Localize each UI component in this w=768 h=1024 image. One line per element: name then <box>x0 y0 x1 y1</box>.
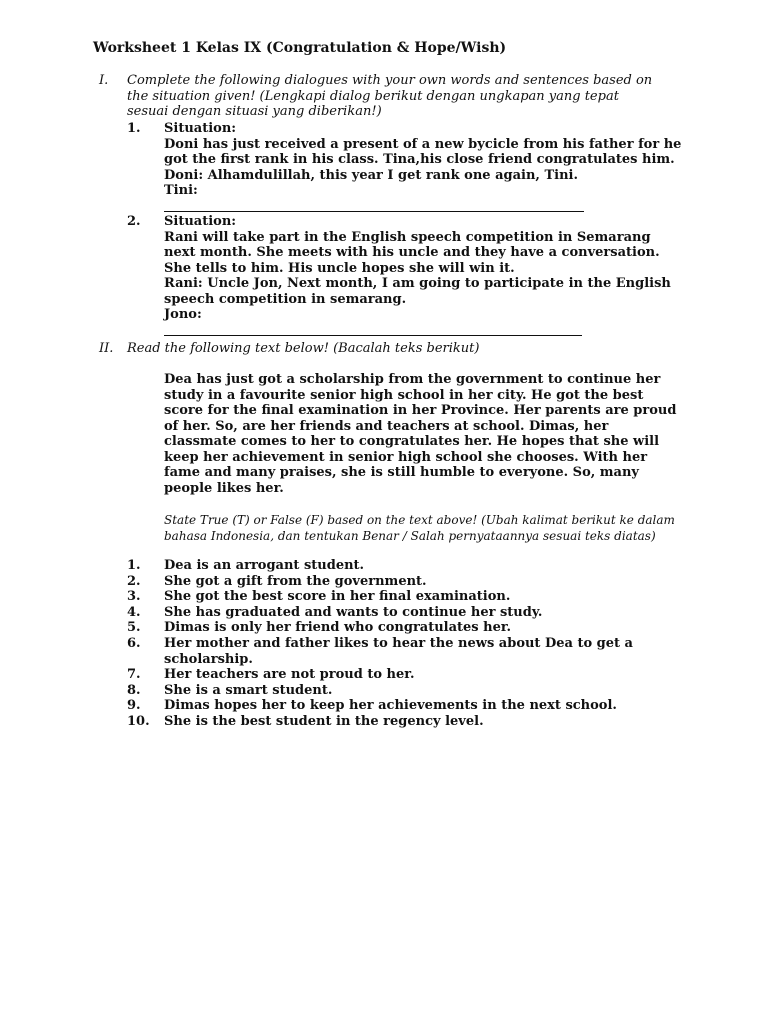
statement-text: She got a gift from the government. <box>164 573 427 589</box>
statement-number: 8. <box>127 682 141 698</box>
answer-row <box>164 307 671 336</box>
passage-line: of her. So, are her friends and teachers at school. Dimas, her <box>164 418 609 434</box>
task-line: bahasa Indonesia, dan tentukan Benar / Salah pernyataannya sesuai teks diatas) <box>164 528 656 543</box>
statement-item <box>127 558 633 574</box>
statement-number: 1. <box>127 558 141 573</box>
passage-line: classmate comes to her to congratulates her. He hopes that she will <box>164 434 660 449</box>
passage-line: Dea has just got a scholarship from the government to continue her <box>164 372 661 387</box>
task-line: State True (T) or False (F) based on the text above! (Ubah kalimat berikut ke dalam <box>164 513 675 527</box>
statement-number: 3. <box>127 589 141 605</box>
statement-item <box>127 683 633 699</box>
reading-passage <box>164 372 676 496</box>
statement-item <box>127 698 633 714</box>
situation-line: next month. She meets with his uncle and they have a conversation. <box>164 245 660 260</box>
situation-line: Rani will take part in the English speech competition in Semarang <box>164 229 651 245</box>
statement-number: 4. <box>127 604 141 620</box>
statement-text: Dimas is only her friend who congratulates her. <box>164 620 512 636</box>
instruction-line: the situation given! (Lengkapi dialog berikut dengan ungkapan yang tepat <box>127 88 619 104</box>
dialogue-line: speech competition in semarang. <box>164 291 407 307</box>
speaker-label: Tini: <box>164 183 198 198</box>
section-1-instruction <box>127 73 687 120</box>
passage-line: keep her achievement in senior high school she chooses. With her <box>164 449 648 465</box>
statement-text: Dea is an arrogant student. <box>164 558 365 573</box>
statement-text: She is the best student in the regency level. <box>164 713 484 729</box>
statement-number: 9. <box>127 698 141 714</box>
statement-number: 10. <box>127 713 150 729</box>
statement-text: She got the best score in her final examination. <box>164 589 511 605</box>
worksheet-title: Worksheet 1 Kelas IX (Congratulation & Hope/Wish) <box>93 40 507 56</box>
speaker-label: Jono: <box>164 307 202 322</box>
statement-number: 2. <box>127 573 141 589</box>
section-1-numeral: I. <box>99 73 109 88</box>
situation-heading: Situation: <box>164 121 237 136</box>
dialogue-line: Rani: Uncle Jon, Next month, I am going to participate in the English <box>164 276 671 291</box>
passage-line: people likes her. <box>164 480 284 496</box>
answer-blank[interactable] <box>164 199 584 212</box>
item-2-number: 2. <box>127 214 141 229</box>
item-2-situation <box>164 214 671 336</box>
passage-line: study in a favourite senior high school in her city. He got the best <box>164 387 644 403</box>
situation-line: got the first rank in his class. Tina,his close friend congratulates him. <box>164 152 675 167</box>
statement-item <box>127 589 633 605</box>
dialogue-line: Doni: Alhamdulillah, this year I get rank one again, Tini. <box>164 167 578 183</box>
statement-number: 7. <box>127 667 141 683</box>
statement-text: She is a smart student. <box>164 682 333 698</box>
statement-text: Her teachers are not proud to her. <box>164 667 415 683</box>
statement-item <box>127 620 633 636</box>
situation-line: She tells to him. His uncle hopes she will win it. <box>164 260 515 276</box>
situation-heading: Situation: <box>164 214 237 229</box>
statement-item <box>127 605 633 621</box>
statement-list <box>127 558 633 730</box>
instruction-line: Complete the following dialogues with your own words and sentences based on <box>127 73 653 88</box>
item-1-situation <box>164 121 681 212</box>
answer-blank[interactable] <box>164 323 582 336</box>
statement-text: She has graduated and wants to continue her study. <box>164 604 543 620</box>
statement-text: Her mother and father likes to hear the news about Dea to get a <box>164 635 633 651</box>
statement-text: Dimas hopes her to keep her achievements in the next school. <box>164 698 617 714</box>
instruction-line: sesuai dengan situasi yang diberikan!) <box>127 104 382 119</box>
statement-item <box>127 574 633 590</box>
passage-line: fame and many praises, she is still humble to everyone. So, many <box>164 465 639 480</box>
passage-line: score for the final examination in her Province. Her parents are proud <box>164 403 677 418</box>
statement-number: 5. <box>127 620 141 636</box>
statement-item <box>127 714 633 730</box>
statement-text: scholarship. <box>164 651 253 667</box>
statement-item <box>127 636 633 667</box>
answer-row <box>164 183 681 212</box>
situation-line: Doni has just received a present of a new bycicle from his father for he <box>164 136 682 152</box>
statement-item <box>127 667 633 683</box>
section-2-numeral: II. <box>99 341 114 356</box>
statement-number: 6. <box>127 635 141 651</box>
item-1-number: 1. <box>127 121 141 136</box>
true-false-instruction <box>164 513 724 544</box>
section-2-instruction: Read the following text below! (Bacalah teks berikut) <box>127 341 480 356</box>
